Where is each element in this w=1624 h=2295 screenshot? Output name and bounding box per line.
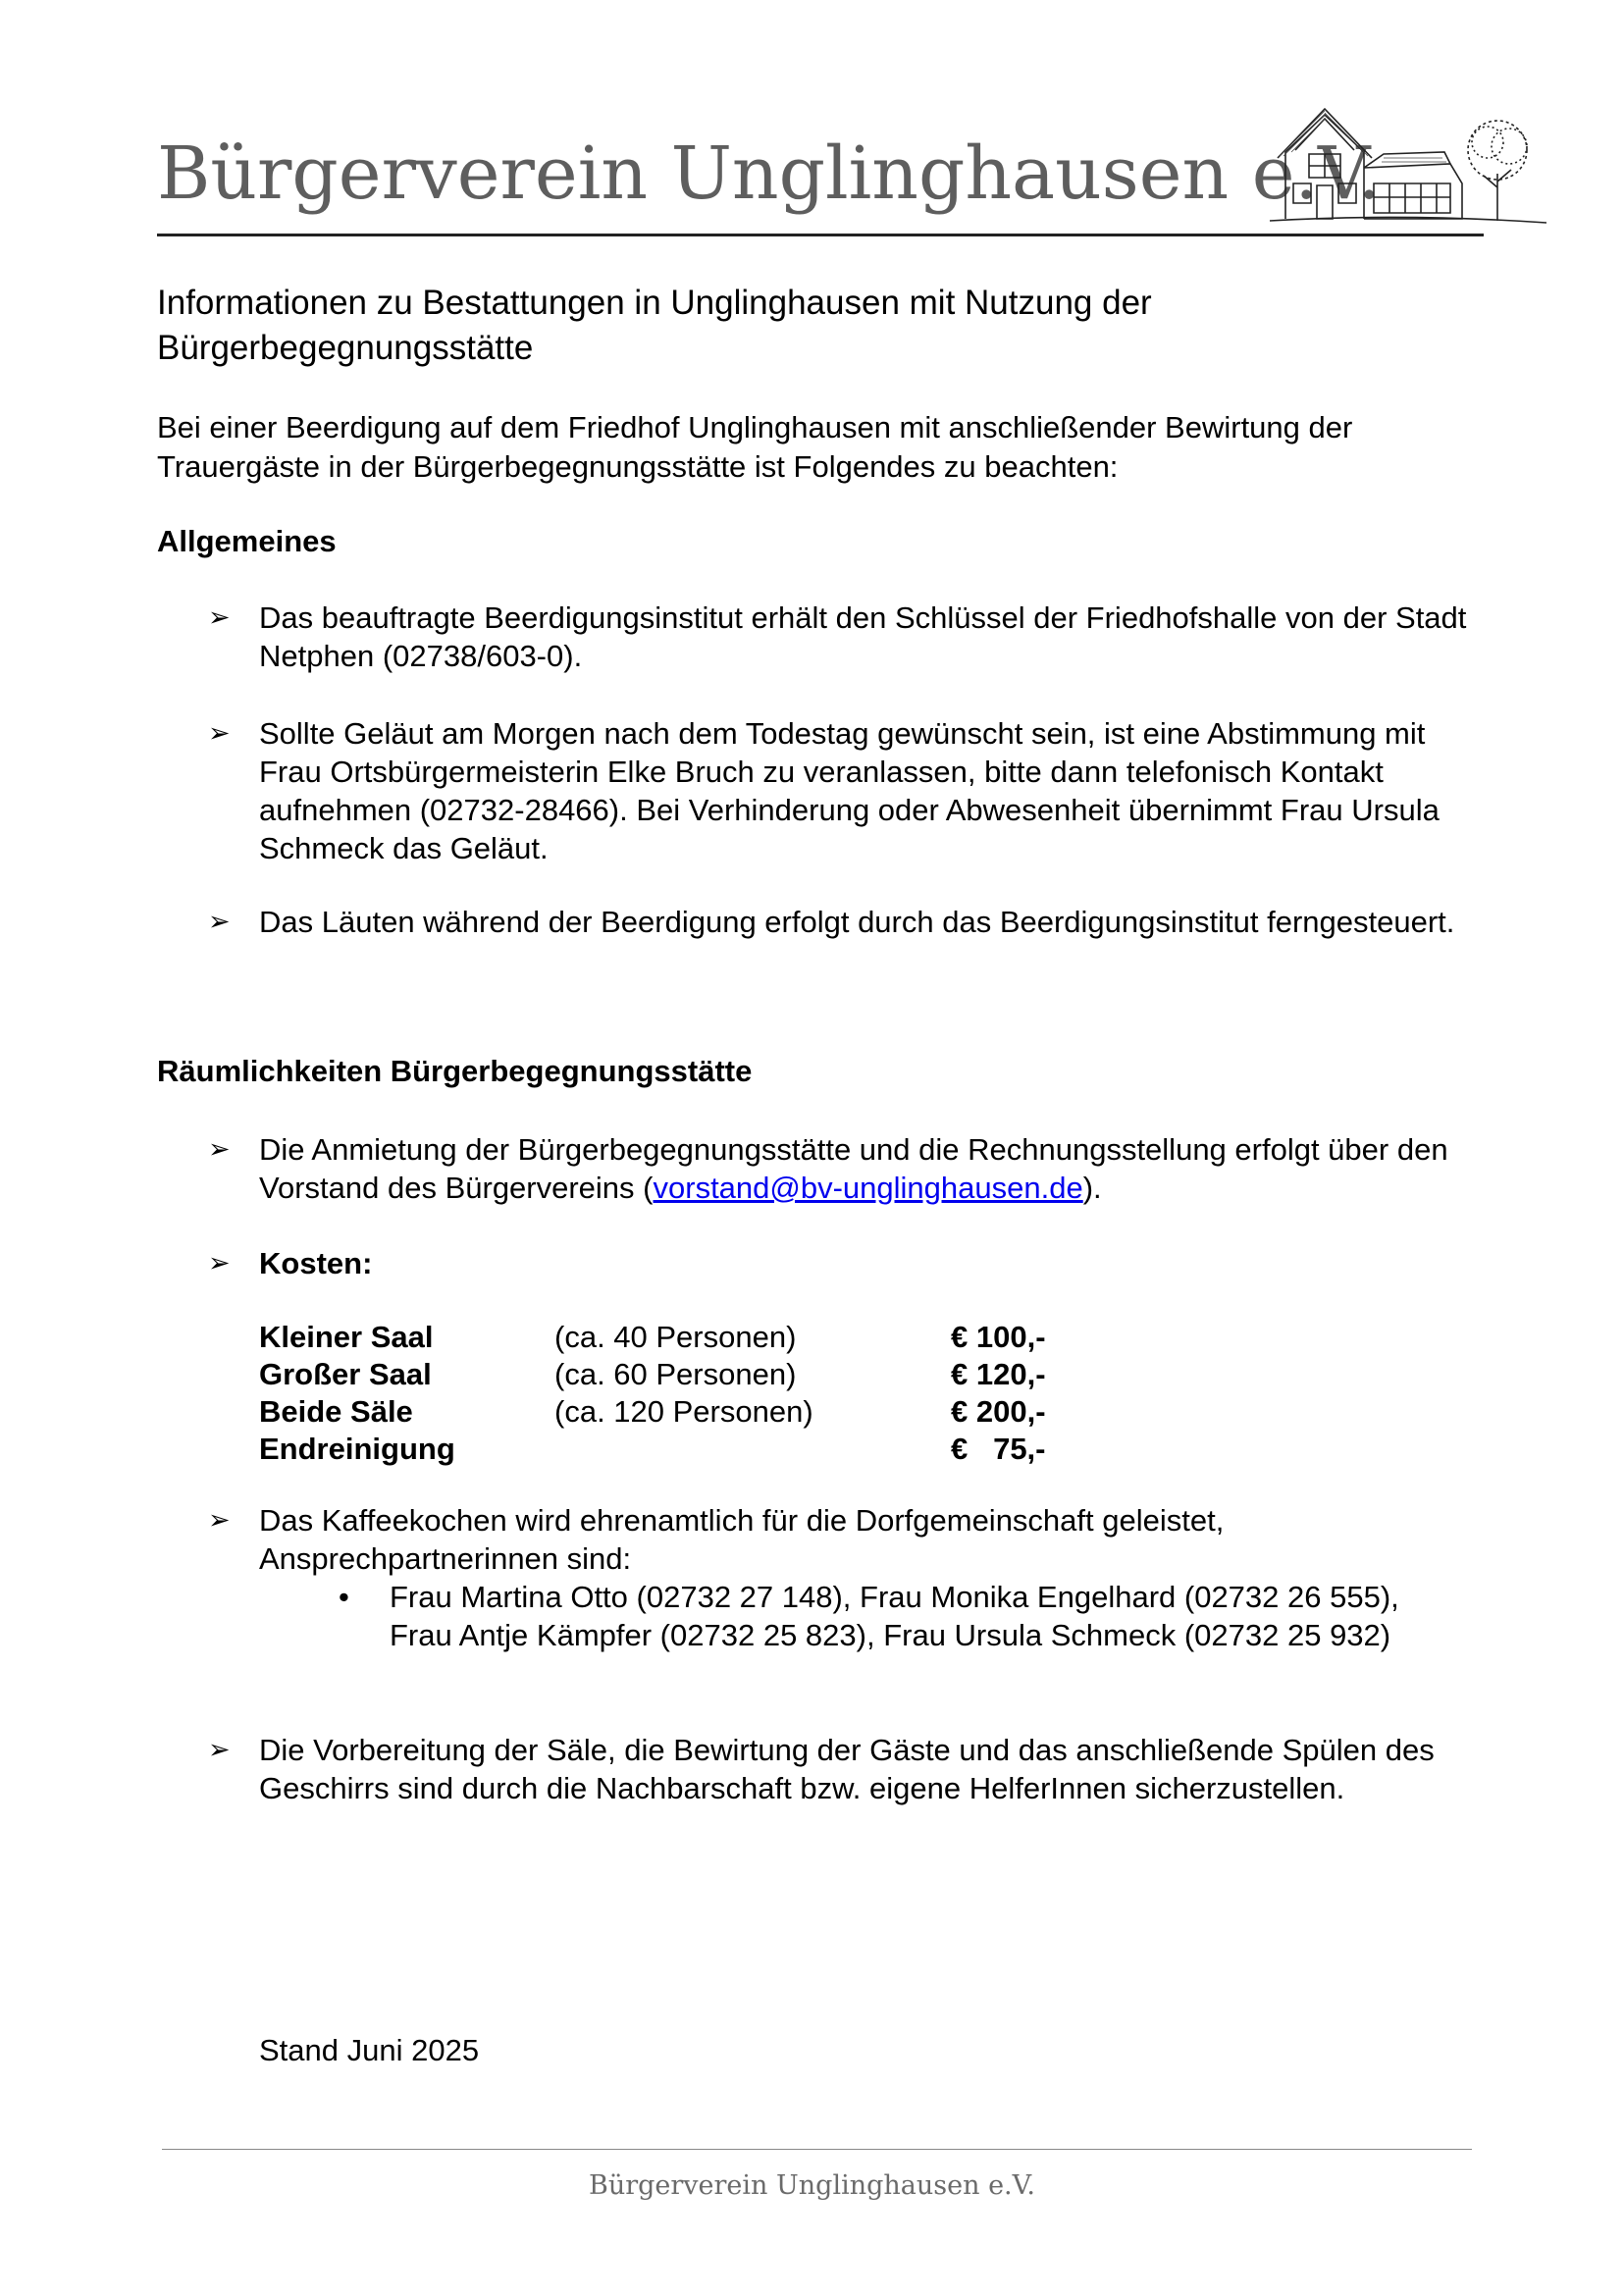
list-item-text — [259, 1130, 1474, 1207]
organization-title: Bürgerverein Unglinghausen e.V. — [157, 131, 1382, 216]
list-item — [208, 599, 1474, 675]
arrow-bullet-icon: ➢ — [208, 718, 231, 749]
room-name: Beide Säle — [259, 1394, 413, 1429]
intro-paragraph: Bei einer Beerdigung auf dem Friedhof Unglinghausen mit anschließender Bewirtung der Trauergäste in der Bürgerbegegnungsstätte ist Folgendes zu beachten: — [157, 410, 1353, 484]
room-price: € 100,- — [951, 1320, 1046, 1354]
list-item-text: Sollte Geläut am Morgen nach dem Todestag gewünscht sein, ist eine Abstimmung mit Frau Ortsbürgermeisterin Elke Bruch zu veranlassen, bitte dann telefonisch Kontakt aufnehmen (02732-28466). Bei Verhinderung oder Abwesenheit übernimmt Frau Ursula Schmeck das Geläut. — [259, 716, 1440, 865]
table-row — [259, 1319, 1046, 1356]
table-row — [259, 1393, 1046, 1431]
list-item — [208, 1731, 1474, 1807]
rental-text: Die Anmietung der Bürgerbegegnungsstätte und die Rechnungsstellung erfolgt über den Vorstand des Bürgervereins ( — [259, 1132, 1448, 1205]
email-link[interactable]: vorstand@bv-unglinghausen.de — [653, 1171, 1083, 1205]
list-item-text: Das Läuten während der Beerdigung erfolgt durch das Beerdigungsinstitut ferngesteuert. — [259, 905, 1455, 939]
contacts-text: Frau Martina Otto (02732 27 148), Frau Monika Engelhard (02732 26 555), Frau Antje Kämpfer (02732 25 823), Frau Ursula Schmeck (02732 25 932) — [390, 1580, 1399, 1652]
room-capacity: (ca. 40 Personen) — [554, 1320, 797, 1354]
section-heading-allgemeines: Allgemeines — [157, 524, 337, 558]
list-item-text: Das beauftragte Beerdigungsinstitut erhält den Schlüssel der Friedhofshalle von der Stadt Netphen (02738/603-0). — [259, 600, 1467, 673]
village-house-drawing-icon — [1266, 93, 1550, 231]
arrow-bullet-icon: ➢ — [208, 1505, 231, 1536]
table-row — [259, 1356, 1046, 1393]
footer-divider — [162, 2149, 1472, 2150]
list-item — [208, 1130, 1474, 1207]
list-item — [208, 714, 1474, 867]
footer-organization: Bürgerverein Unglinghausen e.V. — [588, 2170, 1035, 2201]
table-row — [259, 1431, 1046, 1468]
room-capacity: (ca. 120 Personen) — [554, 1394, 813, 1429]
section-heading-raeumlichkeiten: Räumlichkeiten Bürgerbegegnungsstätte — [157, 1054, 753, 1088]
room-name: Endreinigung — [259, 1432, 455, 1466]
room-name: Großer Saal — [259, 1357, 432, 1391]
cost-table — [259, 1319, 1046, 1468]
list-item-text: Das Kaffeekochen wird ehrenamtlich für die Dorfgemeinschaft geleistet, Ansprechpartnerinnen sind: — [259, 1503, 1225, 1576]
room-capacity — [554, 1431, 951, 1468]
sub-list-item — [339, 1578, 1418, 1654]
room-capacity: (ca. 60 Personen) — [554, 1357, 797, 1391]
list-item — [208, 1244, 1474, 1282]
arrow-bullet-icon: ➢ — [208, 1248, 231, 1278]
arrow-bullet-icon: ➢ — [208, 602, 231, 633]
arrow-bullet-icon: ➢ — [208, 1735, 231, 1765]
list-item-text: Die Vorbereitung der Säle, die Bewirtung der Gäste und das anschließende Spülen des Geschirrs sind durch die Nachbarschaft bzw. eigene HelferInnen sicherzustellen. — [259, 1733, 1435, 1805]
room-price: € 200,- — [951, 1394, 1046, 1429]
document-title: Informationen zu Bestattungen in Unglinghausen mit Nutzung der Bürgerbegegnungsstätte — [157, 284, 1152, 367]
costs-label: Kosten: — [259, 1246, 373, 1280]
room-name: Kleiner Saal — [259, 1320, 434, 1354]
room-price: € 120,- — [951, 1357, 1046, 1391]
list-item — [208, 1501, 1474, 1578]
rental-text-end: ). — [1082, 1171, 1102, 1205]
bullet-dot-icon: • — [339, 1580, 349, 1614]
arrow-bullet-icon: ➢ — [208, 1134, 231, 1165]
room-price: € 75,- — [951, 1432, 1046, 1466]
document-date: Stand Juni 2025 — [259, 2033, 480, 2067]
header-divider — [157, 234, 1484, 236]
arrow-bullet-icon: ➢ — [208, 907, 231, 937]
list-item — [208, 903, 1474, 941]
